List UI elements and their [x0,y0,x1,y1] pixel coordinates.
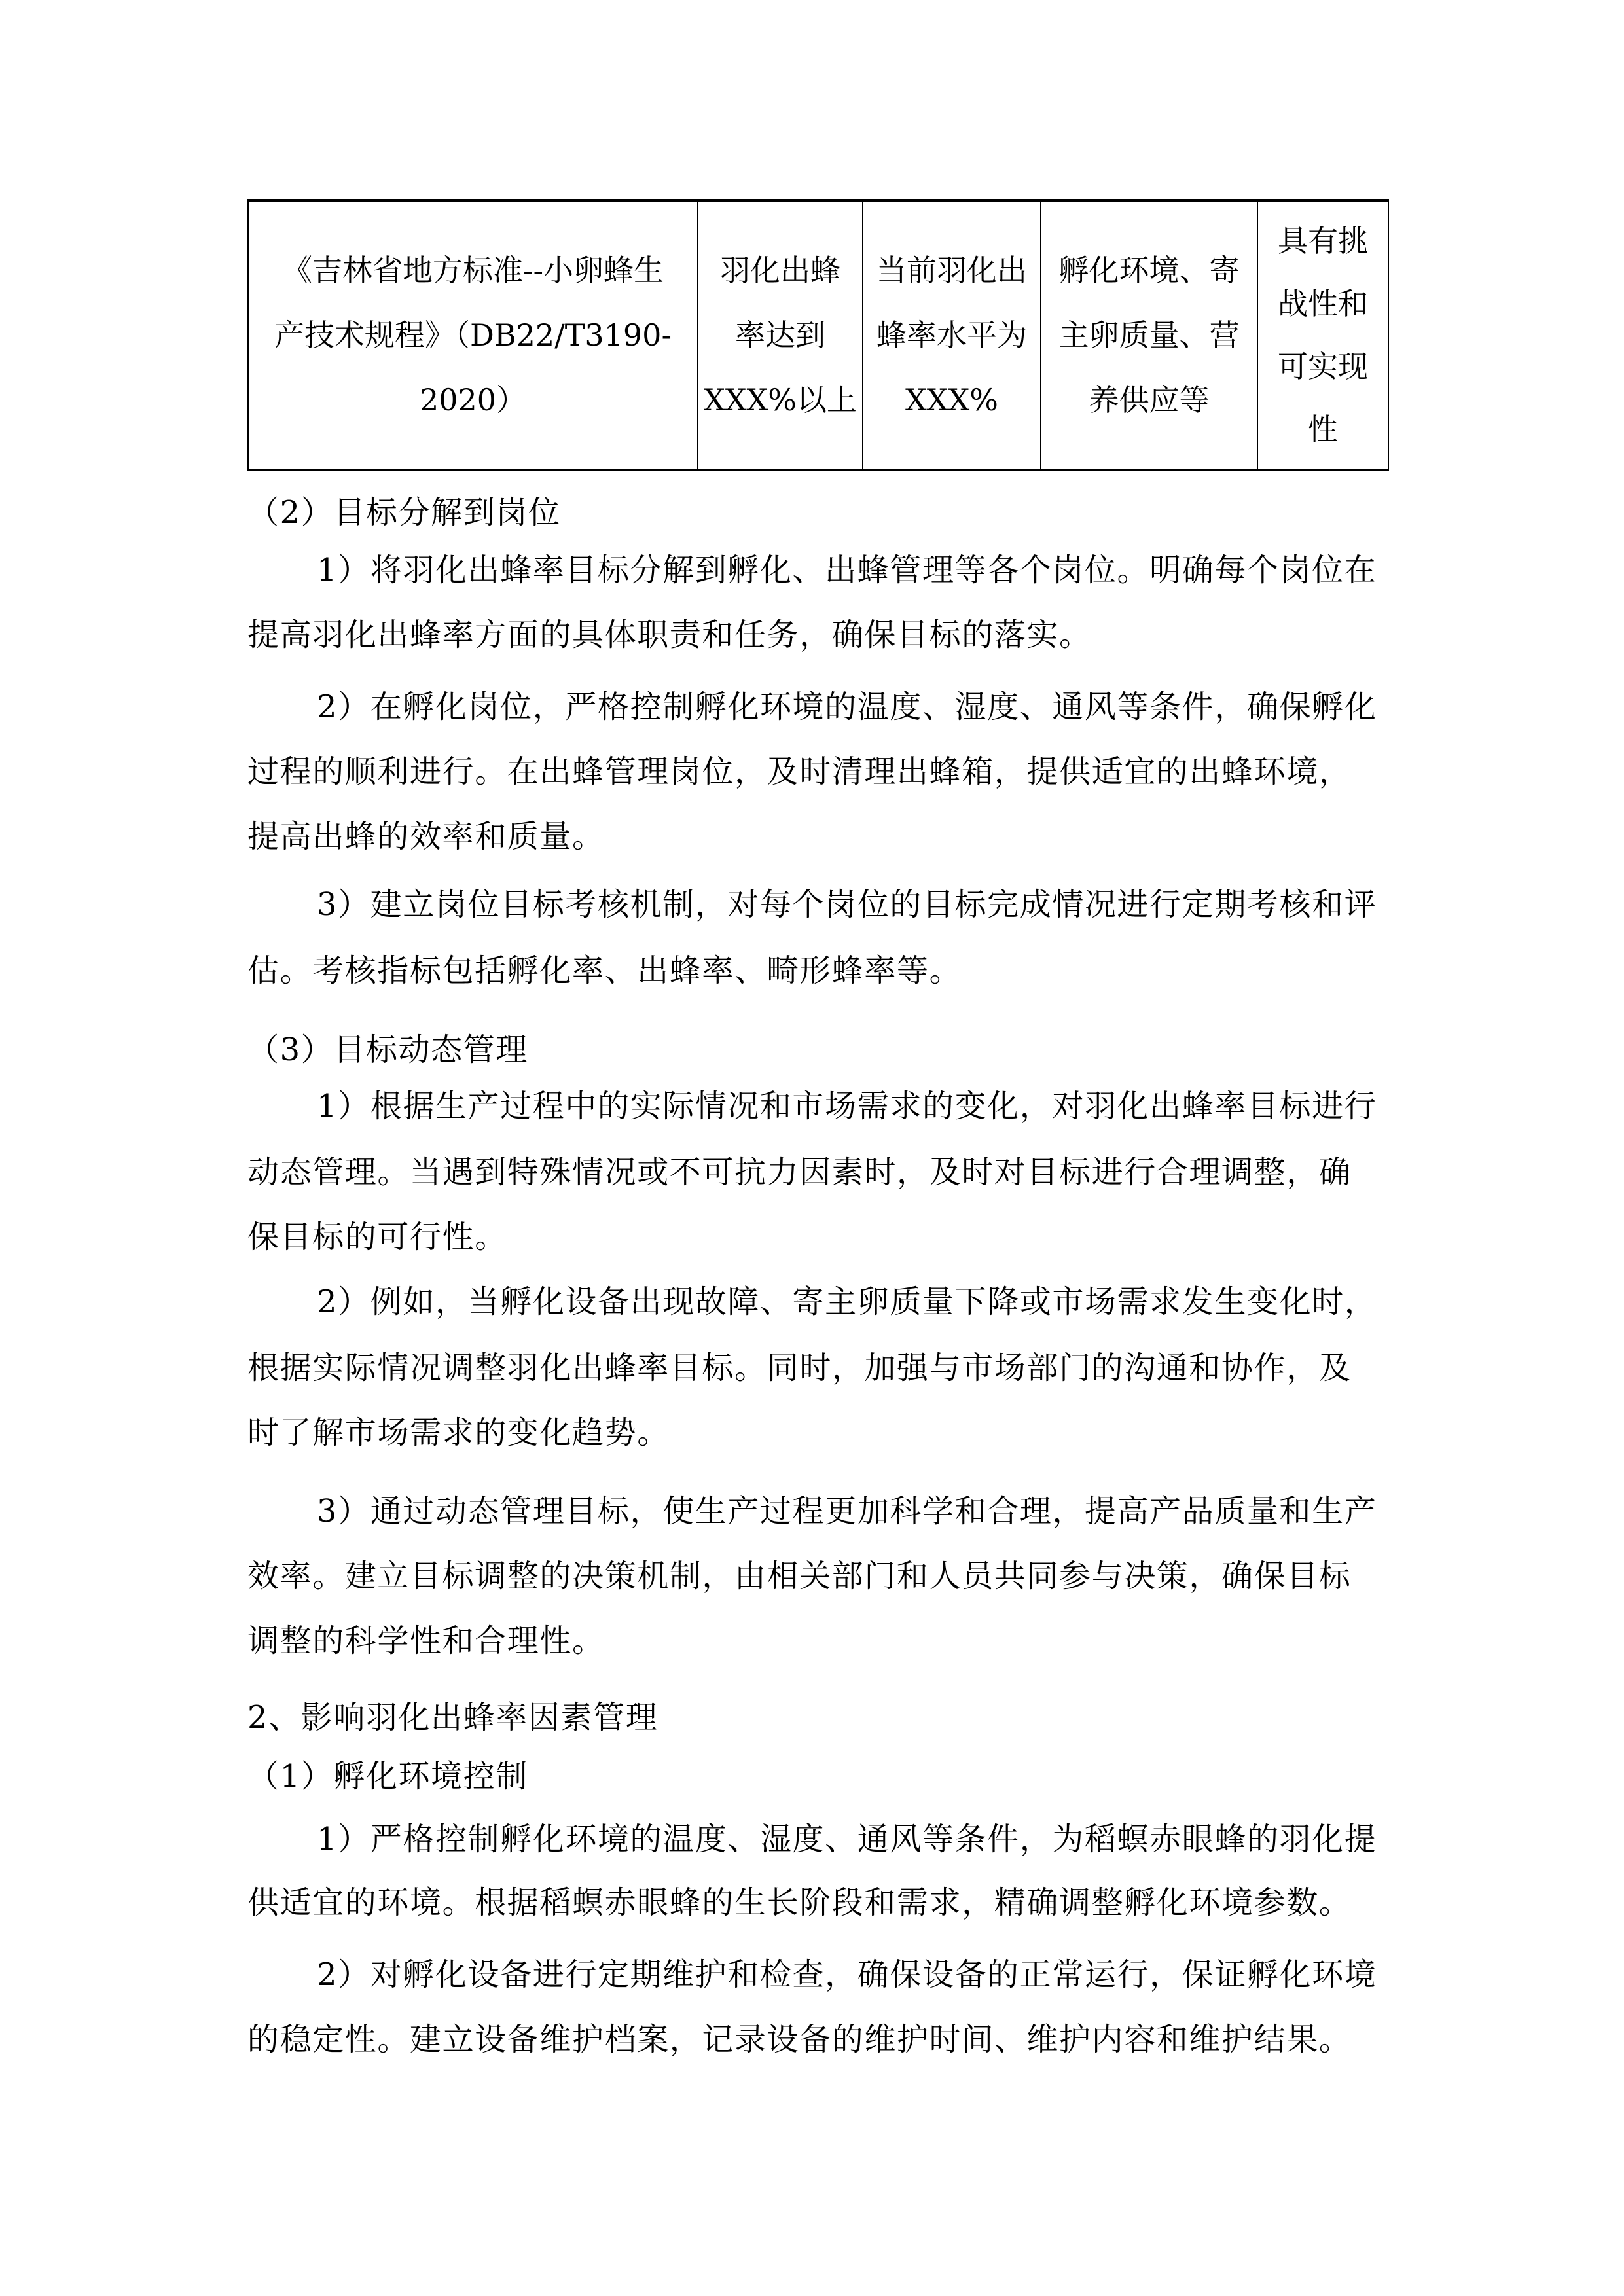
paragraph-line: 1）根据生产过程中的实际情况和市场需求的变化，对羽化出蜂率目标进行 [317,1088,1377,1124]
paragraph-line: 1）将羽化出蜂率目标分解到孵化、出蜂管理等各个岗位。明确每个岗位在 [317,552,1377,588]
cell-line: 羽化出蜂 [720,252,840,288]
cell-factors [1041,200,1257,470]
cell-line: 产技术规程》（DB22/T3190- [274,317,672,353]
cell-target [698,200,863,470]
cell-line: 养供应等 [1089,382,1210,418]
paragraph-line: 过程的顺利进行。在出蜂管理岗位，及时清理出蜂箱，提供适宜的出蜂环境， [247,753,1352,790]
paragraph-line: 动态管理。当遇到特殊情况或不可抗力因素时，及时对目标进行合理调整，确 [247,1154,1352,1191]
cell-line: XXX%以上 [704,382,857,418]
paragraph-line: 调整的科学性和合理性。 [247,1623,605,1659]
cell-line: 具有挑 [1278,223,1368,259]
paragraph-line: 3）通过动态管理目标，使生产过程更加科学和合理，提高产品质量和生产 [317,1493,1377,1530]
cell-line: 战性和 [1278,286,1368,321]
standards-table [247,199,1389,471]
paragraph-line: 时了解市场需求的变化趋势。 [247,1414,670,1451]
cell-line: 《吉林省地方标准--小卵蜂生 [281,252,664,288]
paragraph-line: 3）建立岗位目标考核机制，对每个岗位的目标完成情况进行定期考核和评 [317,886,1377,923]
paragraph-line: 估。考核指标包括孵化率、出蜂率、畸形蜂率等。 [247,952,962,989]
paragraph-line: 2）例如，当孵化设备出现故障、寄主卵质量下降或市场需求发生变化时， [317,1283,1377,1320]
paragraph-line: 2）在孵化岗位，严格控制孵化环境的温度、湿度、通风等条件，确保孵化 [317,689,1377,725]
cell-line: 当前羽化出 [876,252,1027,288]
paragraph-line: 提高出蜂的效率和质量。 [247,818,605,855]
section-heading: （1）孵化环境控制 [247,1758,528,1795]
cell-line: XXX% [905,382,998,418]
cell-line: 率达到 [735,317,825,353]
paragraph-line: 的稳定性。建立设备维护档案，记录设备的维护时间、维护内容和维护结果。 [247,2021,1352,2058]
cell-line: 孵化环境、寄 [1058,252,1240,288]
paragraph-line: 保目标的可行性。 [247,1219,507,1255]
paragraph-line: 提高羽化出蜂率方面的具体职责和任务，确保目标的落实。 [247,617,1092,653]
table-row [248,200,1388,470]
paragraph-line: 供适宜的环境。根据稻螟赤眼蜂的生长阶段和需求，精确调整孵化环境参数。 [247,1884,1352,1921]
paragraph-line: 根据实际情况调整羽化出蜂率目标。同时，加强与市场部门的沟通和协作，及 [247,1350,1352,1386]
section-heading: （2）目标分解到岗位 [247,494,561,531]
section-heading: 2、影响羽化出蜂率因素管理 [247,1699,659,1736]
cell-line: 性 [1308,412,1338,447]
paragraph-line: 效率。建立目标调整的决策机制，由相关部门和人员共同参与决策，确保目标 [247,1558,1352,1594]
cell-feasibility [1257,200,1388,470]
cell-line: 可实现 [1278,349,1368,384]
cell-line: 2020） [419,382,527,418]
paragraph-line: 2）对孵化设备进行定期维护和检查，确保设备的正常运行，保证孵化环境 [317,1956,1377,1993]
cell-line: 蜂率水平为 [876,317,1027,353]
paragraph-line: 1）严格控制孵化环境的温度、湿度、通风等条件，为稻螟赤眼蜂的羽化提 [317,1821,1377,1857]
cell-line: 主卵质量、营 [1058,317,1240,353]
section-heading: （3）目标动态管理 [247,1031,528,1068]
cell-current-level [863,200,1041,470]
cell-standard [248,200,698,470]
